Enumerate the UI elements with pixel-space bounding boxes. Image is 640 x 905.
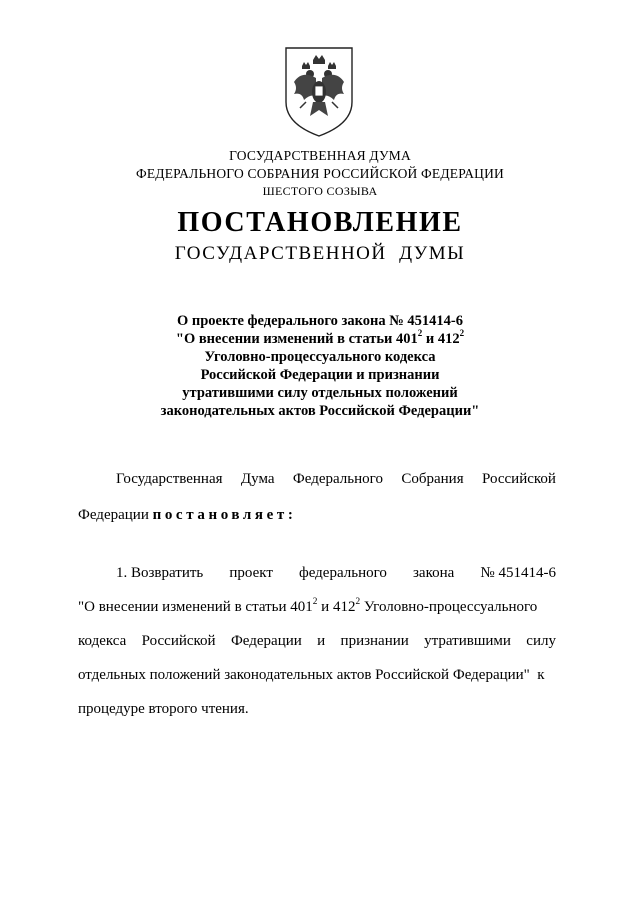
preamble-paragraph xyxy=(78,470,556,525)
document-subject xyxy=(0,312,640,420)
coat-of-arms-emblem xyxy=(280,44,358,140)
organization-line-2: ФЕДЕРАЛЬНОГО СОБРАНИЯ РОССИЙСКОЙ ФЕДЕРАЦИИ xyxy=(136,166,504,181)
subject-line-4: Российской Федерации и признании xyxy=(200,367,440,383)
preamble-line-1: Государственная Дума Федерального Собрания Российской xyxy=(116,471,556,487)
decree-word: постановляет xyxy=(152,507,288,523)
organization-line-1: ГОСУДАРСТВЕННАЯ ДУМА xyxy=(229,148,411,163)
convocation-line: ШЕСТОГО СОЗЫВА xyxy=(262,184,378,198)
subject-line-3: Уголовно-процессуального кодекса xyxy=(204,349,436,365)
subject-line-1: О проекте федерального закона № 451414-6 xyxy=(176,313,464,329)
item-1-line-1: 1. Возвратить проект федерального закона № 451414-6 xyxy=(116,565,556,581)
item-1-line-2: "О внесении изменений в статьи $401^2$ и $412^2$ Уголовно-процессуального xyxy=(78,596,538,615)
subject-line-2: "О внесении изменений в статьи $401^2$ и $412^2$ xyxy=(175,327,465,347)
preamble-line-2: Федерации постановляет: xyxy=(78,507,293,523)
item-1-line-4: отдельных положений законодательных актов Российской Федерации" к xyxy=(78,667,545,683)
document-type-title: ПОСТАНОВЛЕНИЕ xyxy=(177,207,463,238)
russian-coat-of-arms-icon xyxy=(280,44,358,140)
item-1-line-3: кодекса Российской Федерации и признании утратившими силу xyxy=(78,633,556,649)
item-1-line-5: процедуре второго чтения. xyxy=(78,701,249,717)
subject-line-6: законодательных актов Российской Федерации" xyxy=(160,403,480,419)
document-type-subtitle: ГОСУДАРСТВЕННОЙ ДУМЫ xyxy=(174,243,466,264)
item-1-paragraph xyxy=(78,564,556,719)
subject-line-5: утратившими силу отдельных положений xyxy=(182,385,458,401)
